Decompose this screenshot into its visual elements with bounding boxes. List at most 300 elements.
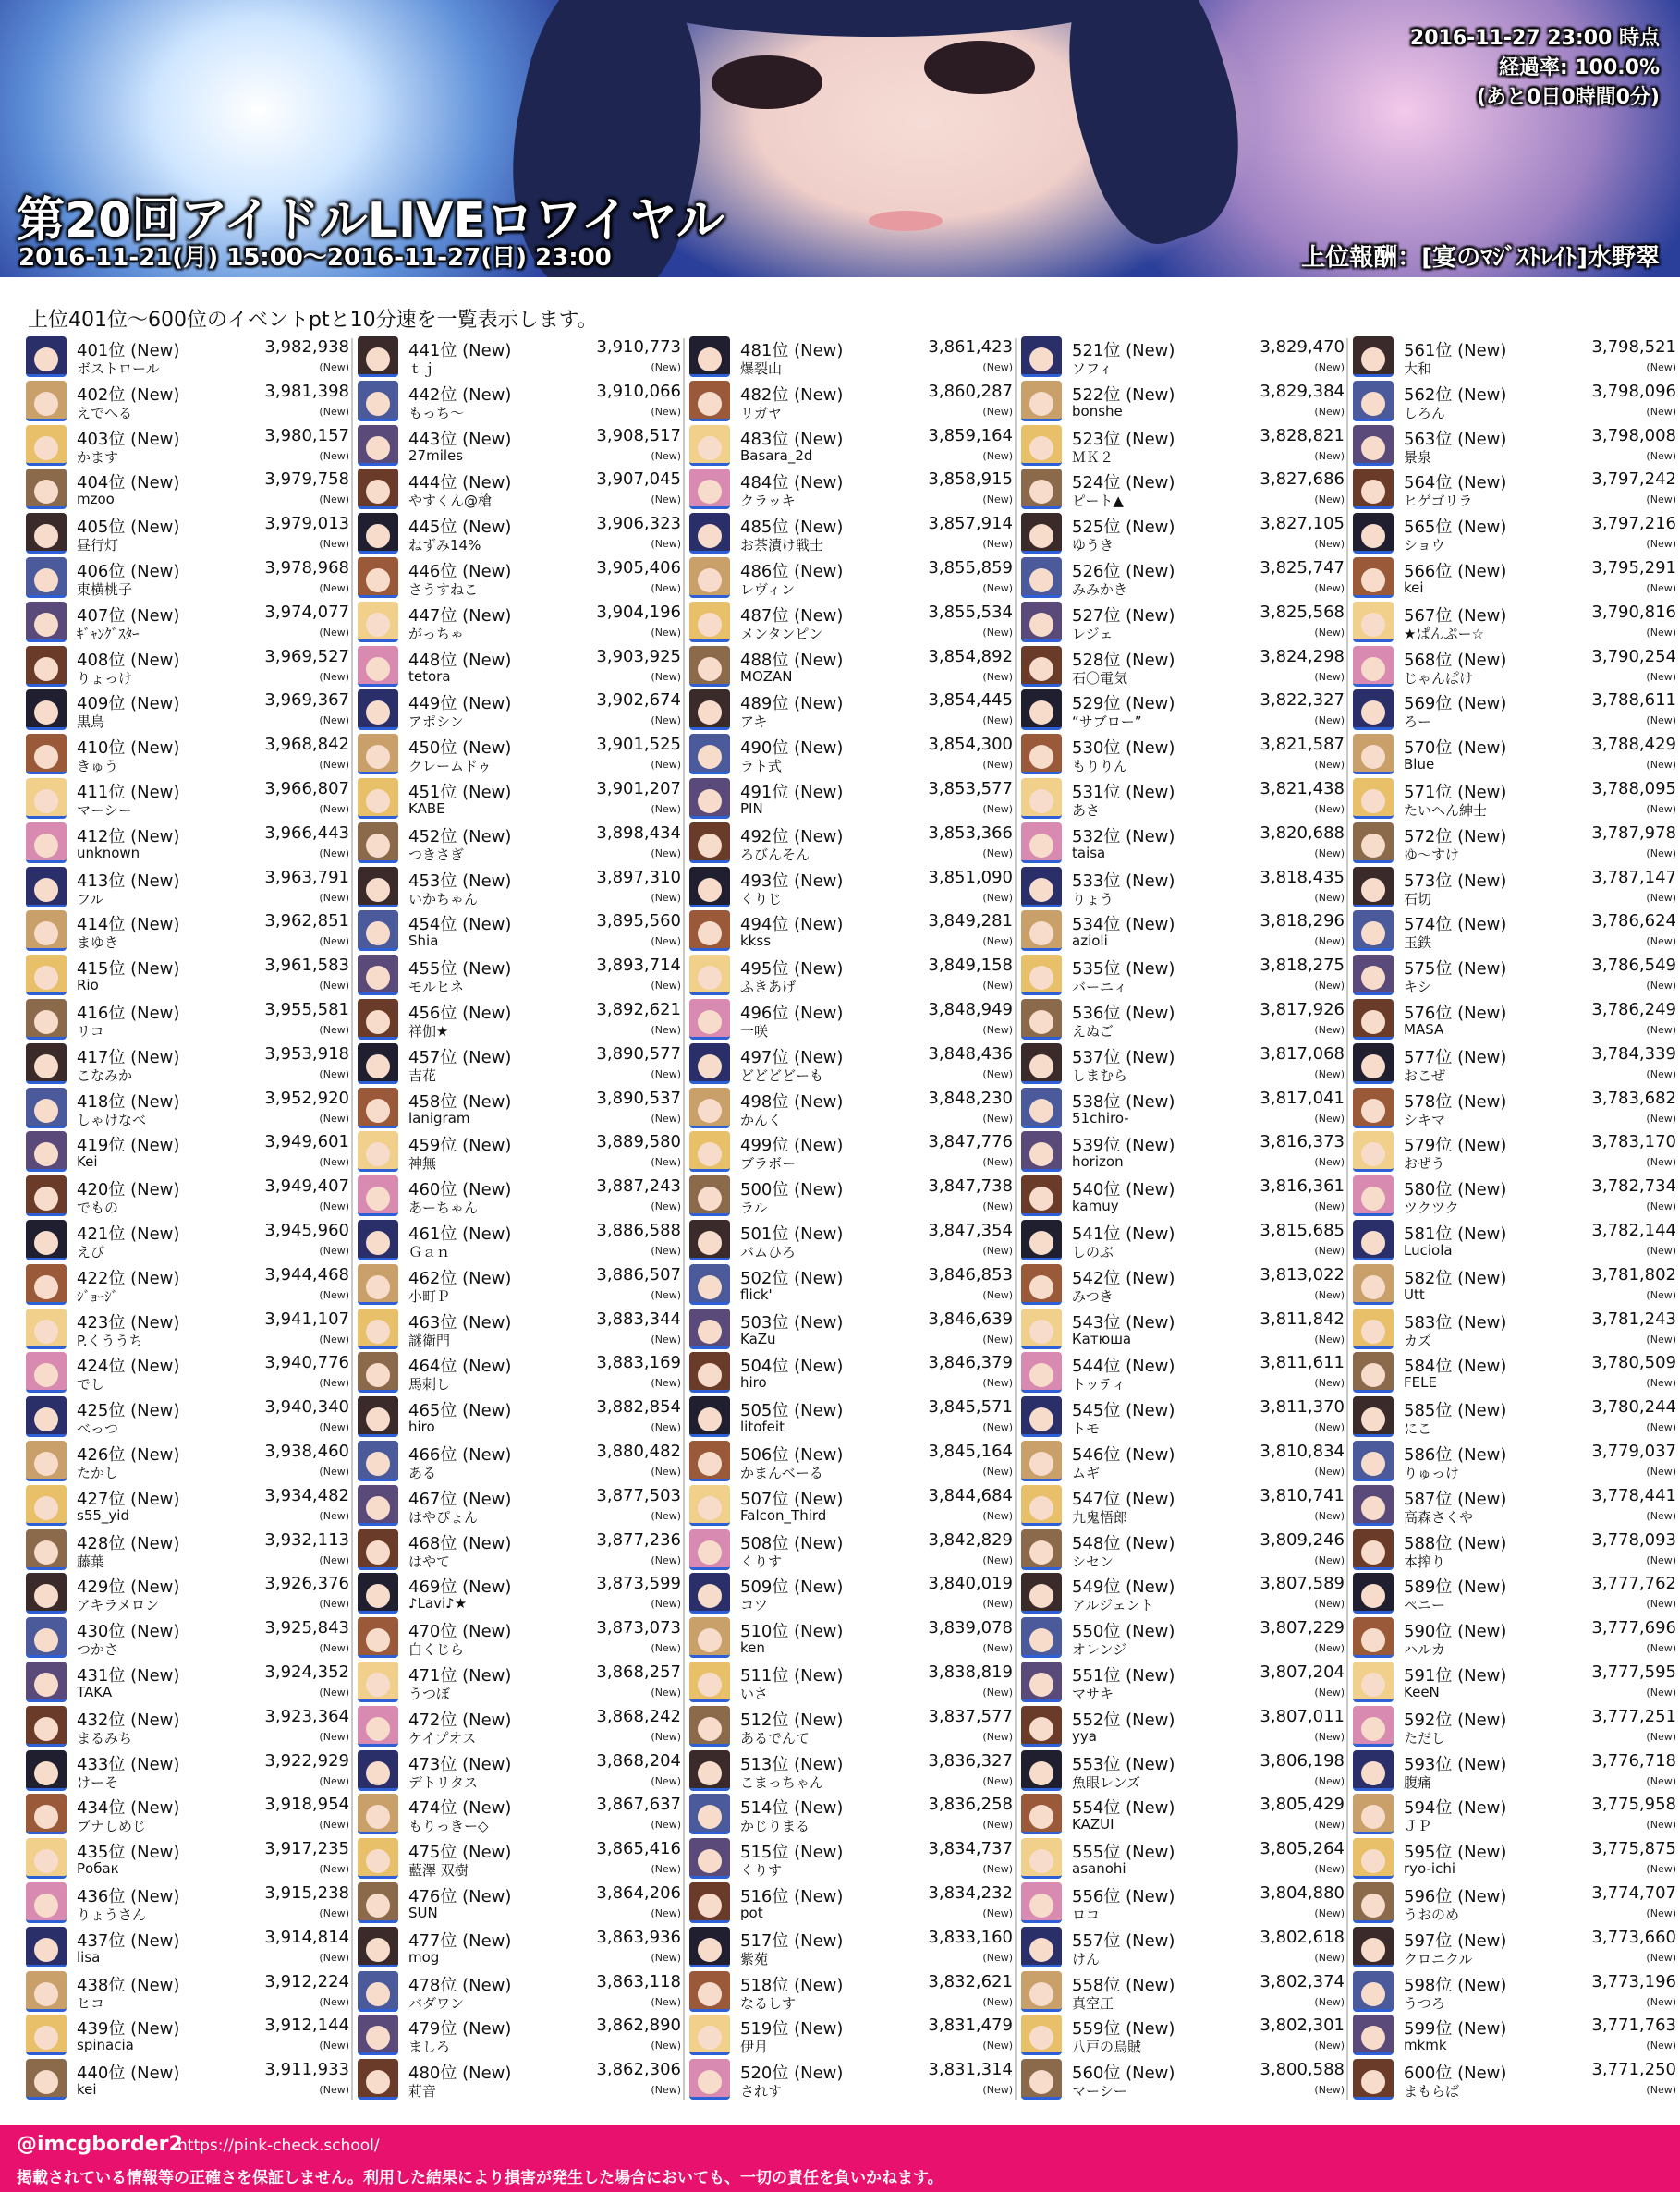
avatar-face bbox=[1029, 1584, 1053, 1608]
player-name: ブナしめじ bbox=[77, 1818, 147, 1835]
rank-label: 496位 (New) bbox=[740, 1004, 844, 1023]
ranking-row bbox=[358, 1262, 681, 1307]
ranking-row bbox=[689, 2013, 1013, 2057]
avatar-face bbox=[1029, 613, 1053, 637]
event-points: 3,969,527 bbox=[264, 646, 349, 666]
idol-avatar-icon bbox=[1021, 1927, 1062, 1967]
ranking-row bbox=[26, 1836, 349, 1881]
ten-minute-speed: (New) bbox=[1646, 2084, 1676, 2097]
avatar-face bbox=[698, 1452, 722, 1476]
ranking-row bbox=[26, 1615, 349, 1660]
event-points: 3,953,918 bbox=[264, 1043, 349, 1064]
idol-avatar-icon bbox=[689, 999, 730, 1040]
event-points: 3,798,521 bbox=[1591, 337, 1676, 357]
rank-label: 449位 (New) bbox=[408, 694, 512, 714]
player-name: 謎衛門 bbox=[408, 1332, 451, 1349]
ranking-row bbox=[26, 1174, 349, 1218]
rank-label: 455位 (New) bbox=[408, 959, 512, 980]
ranking-row bbox=[689, 467, 1013, 511]
ten-minute-speed: (New) bbox=[319, 1863, 349, 1876]
event-points: 3,969,367 bbox=[264, 690, 349, 711]
avatar-face bbox=[34, 657, 58, 681]
idol-avatar-icon bbox=[1353, 646, 1394, 687]
idol-avatar-icon bbox=[1021, 1352, 1062, 1393]
player-name: ろー bbox=[1404, 713, 1432, 731]
rank-label: 498位 (New) bbox=[740, 1091, 844, 1112]
avatar-face bbox=[34, 568, 58, 592]
player-name: MASA bbox=[1404, 1021, 1444, 1038]
player-name: バーニィ bbox=[1072, 979, 1128, 996]
ranking-row bbox=[358, 1836, 681, 1881]
avatar-face bbox=[1029, 2070, 1053, 2094]
avatar-face bbox=[366, 657, 390, 681]
rank-label: 509位 (New) bbox=[740, 1577, 844, 1598]
rank-label: 486位 (New) bbox=[740, 562, 844, 581]
rank-label: 452位 (New) bbox=[408, 826, 512, 846]
rank-label: 589位 (New) bbox=[1404, 1577, 1507, 1598]
ten-minute-speed: (New) bbox=[319, 714, 349, 727]
idol-avatar-icon bbox=[1353, 513, 1394, 554]
rank-label: 568位 (New) bbox=[1404, 650, 1507, 670]
ten-minute-speed: (New) bbox=[1314, 1819, 1345, 1832]
ranking-row bbox=[26, 1483, 349, 1528]
ten-minute-speed: (New) bbox=[1646, 1819, 1676, 1832]
ranking-row bbox=[358, 1439, 681, 1483]
event-points: 3,865,416 bbox=[596, 1839, 681, 1859]
ten-minute-speed: (New) bbox=[1314, 2084, 1345, 2097]
rank-label: 573位 (New) bbox=[1404, 871, 1507, 891]
rank-label: 583位 (New) bbox=[1404, 1312, 1507, 1333]
rank-label: 440位 (New) bbox=[77, 2064, 180, 2084]
event-points: 3,802,301 bbox=[1260, 2015, 1345, 2036]
event-points: 3,912,224 bbox=[264, 1971, 349, 1991]
banner-eye-right bbox=[924, 41, 1035, 94]
player-name: ＪＰ bbox=[1404, 1818, 1432, 1835]
event-points: 3,837,577 bbox=[928, 1706, 1013, 1726]
event-points: 3,831,314 bbox=[928, 2060, 1013, 2080]
ten-minute-speed: (New) bbox=[319, 1333, 349, 1346]
ten-minute-speed: (New) bbox=[651, 1553, 681, 1566]
player-name: じゃんぱけ bbox=[1404, 669, 1474, 687]
page-title: 第20回アイドルLIVEロワイヤル bbox=[17, 193, 724, 249]
player-name: 高森さくや bbox=[1404, 1508, 1474, 1526]
rank-label: 446位 (New) bbox=[408, 562, 512, 581]
idol-avatar-icon bbox=[26, 1882, 67, 1923]
idol-avatar-icon bbox=[1021, 1971, 1062, 2012]
idol-avatar-icon bbox=[1021, 778, 1062, 819]
idol-avatar-icon bbox=[1021, 955, 1062, 995]
ten-minute-speed: (New) bbox=[982, 846, 1013, 859]
player-name: ましろ bbox=[408, 2039, 451, 2056]
player-name: えぬご bbox=[1072, 1023, 1114, 1040]
avatar-face bbox=[1029, 1540, 1053, 1565]
rank-label: 481位 (New) bbox=[740, 341, 844, 360]
rank-label: 470位 (New) bbox=[408, 1622, 512, 1642]
avatar-face bbox=[698, 1142, 722, 1166]
rank-label: 443位 (New) bbox=[408, 429, 512, 449]
avatar-face bbox=[34, 1628, 58, 1652]
avatar-face bbox=[698, 1717, 722, 1741]
avatar-face bbox=[698, 1187, 722, 1211]
rank-label: 551位 (New) bbox=[1072, 1666, 1175, 1686]
ranking-row bbox=[358, 1615, 681, 1660]
rank-label: 595位 (New) bbox=[1404, 1843, 1507, 1863]
rank-label: 544位 (New) bbox=[1072, 1357, 1175, 1377]
idol-avatar-icon bbox=[1021, 425, 1062, 466]
ranking-row bbox=[689, 335, 1013, 379]
ten-minute-speed: (New) bbox=[982, 1819, 1013, 1832]
ranking-row bbox=[689, 1925, 1013, 1969]
player-name: ムギ bbox=[1072, 1465, 1101, 1481]
avatar-face bbox=[1029, 1628, 1053, 1652]
idol-avatar-icon bbox=[689, 557, 730, 598]
player-name: 小町Ｐ bbox=[408, 1287, 451, 1305]
event-points: 3,817,068 bbox=[1260, 1043, 1345, 1064]
player-name: しろん bbox=[1404, 404, 1446, 421]
event-points: 3,854,892 bbox=[928, 646, 1013, 666]
idol-avatar-icon bbox=[26, 1750, 67, 1791]
avatar-face bbox=[34, 878, 58, 902]
avatar-face bbox=[366, 1099, 390, 1123]
player-name: 真空圧 bbox=[1072, 1994, 1114, 2012]
rank-label: 425位 (New) bbox=[77, 1401, 180, 1421]
rank-label: 433位 (New) bbox=[77, 1754, 180, 1774]
rank-label: 419位 (New) bbox=[77, 1136, 180, 1156]
rank-label: 406位 (New) bbox=[77, 562, 180, 581]
player-name: P.くううち bbox=[77, 1332, 143, 1349]
player-name: horizon bbox=[1072, 1153, 1124, 1171]
ten-minute-speed: (New) bbox=[1314, 1333, 1345, 1346]
idol-avatar-icon bbox=[1353, 1617, 1394, 1658]
player-name: オレンジ bbox=[1072, 1641, 1127, 1659]
rank-label: 423位 (New) bbox=[77, 1312, 180, 1333]
ranking-row bbox=[1353, 1041, 1676, 1086]
ten-minute-speed: (New) bbox=[982, 935, 1013, 948]
avatar-face bbox=[1029, 1275, 1053, 1299]
rank-label: 591位 (New) bbox=[1404, 1666, 1507, 1686]
ranking-column bbox=[689, 335, 1013, 2109]
rank-label: 508位 (New) bbox=[740, 1533, 844, 1553]
rank-label: 524位 (New) bbox=[1072, 473, 1175, 493]
idol-avatar-icon bbox=[689, 1131, 730, 1172]
rank-label: 468位 (New) bbox=[408, 1533, 512, 1553]
player-name: たいへん紳士 bbox=[1404, 802, 1488, 819]
idol-avatar-icon bbox=[358, 1352, 398, 1393]
ranking-row bbox=[689, 1615, 1013, 1660]
event-points: 3,864,206 bbox=[596, 1883, 681, 1903]
event-points: 3,804,880 bbox=[1260, 1883, 1345, 1903]
event-points: 3,842,829 bbox=[928, 1529, 1013, 1550]
ten-minute-speed: (New) bbox=[319, 361, 349, 373]
idol-avatar-icon bbox=[358, 1264, 398, 1305]
idol-avatar-icon bbox=[1021, 1175, 1062, 1216]
event-points: 3,825,747 bbox=[1260, 558, 1345, 578]
player-name: あるでんて bbox=[740, 1729, 810, 1747]
ranking-row bbox=[689, 732, 1013, 776]
idol-avatar-icon bbox=[26, 1309, 67, 1349]
avatar-face bbox=[1029, 1761, 1053, 1785]
rank-label: 434位 (New) bbox=[77, 1798, 180, 1819]
idol-avatar-icon bbox=[26, 1529, 67, 1570]
ten-minute-speed: (New) bbox=[651, 1951, 681, 1964]
player-name: 白くじら bbox=[408, 1641, 465, 1659]
event-points: 3,784,339 bbox=[1591, 1043, 1676, 1064]
avatar-face bbox=[34, 1496, 58, 1520]
ranking-row bbox=[1353, 1394, 1676, 1439]
banner-mouth bbox=[869, 211, 943, 231]
player-name: もっち～ bbox=[408, 404, 465, 421]
ranking-row bbox=[689, 953, 1013, 997]
ten-minute-speed: (New) bbox=[1646, 759, 1676, 772]
ten-minute-speed: (New) bbox=[319, 1466, 349, 1478]
idol-avatar-icon bbox=[689, 1927, 730, 1967]
player-name: かまんベーる bbox=[740, 1465, 823, 1481]
avatar-face bbox=[1361, 436, 1385, 460]
ranking-row bbox=[358, 1307, 681, 1351]
rank-label: 565位 (New) bbox=[1404, 518, 1507, 538]
ten-minute-speed: (New) bbox=[1646, 493, 1676, 506]
avatar-face bbox=[698, 834, 722, 858]
ranking-row bbox=[1021, 423, 1345, 468]
ten-minute-speed: (New) bbox=[1314, 1288, 1345, 1301]
event-points: 3,897,310 bbox=[596, 867, 681, 887]
player-name: クラッキ bbox=[740, 493, 796, 510]
player-name: はやて bbox=[408, 1553, 451, 1570]
player-name: おこぜ bbox=[1404, 1066, 1446, 1084]
ranking-row bbox=[1353, 953, 1676, 997]
progress-rate: 経過率: 100.0% bbox=[1498, 56, 1660, 79]
avatar-face bbox=[1029, 966, 1053, 990]
twitter-handle-link[interactable]: @imcgborder2 bbox=[17, 2133, 183, 2156]
avatar-face bbox=[34, 2070, 58, 2094]
player-name: ハルカ bbox=[1404, 1641, 1446, 1659]
event-points: 3,817,041 bbox=[1260, 1088, 1345, 1108]
ranking-row bbox=[358, 555, 681, 600]
player-name: 本搾り bbox=[1404, 1553, 1446, 1570]
idol-avatar-icon bbox=[358, 1485, 398, 1526]
ranking-row bbox=[26, 1041, 349, 1086]
timestamp: 2016-11-27 23:00 時点 bbox=[1409, 27, 1660, 50]
ranking-row bbox=[1353, 1307, 1676, 1351]
idol-avatar-icon bbox=[1021, 2015, 1062, 2055]
avatar-face bbox=[366, 568, 390, 592]
avatar-face bbox=[1361, 1142, 1385, 1166]
event-points: 3,797,216 bbox=[1591, 514, 1676, 534]
player-name: 莉音 bbox=[408, 2083, 437, 2101]
avatar-face bbox=[698, 1099, 722, 1123]
player-name: されす bbox=[740, 2083, 783, 2101]
event-points: 3,855,534 bbox=[928, 602, 1013, 622]
idol-avatar-icon bbox=[358, 1882, 398, 1923]
ten-minute-speed: (New) bbox=[982, 1112, 1013, 1125]
avatar-face bbox=[1361, 1628, 1385, 1652]
idol-avatar-icon bbox=[689, 910, 730, 951]
rank-label: 463位 (New) bbox=[408, 1312, 512, 1333]
event-points: 3,855,859 bbox=[928, 558, 1013, 578]
avatar-face bbox=[698, 1275, 722, 1299]
idol-avatar-icon bbox=[689, 2059, 730, 2100]
player-name: りゅっけ bbox=[1404, 1465, 1460, 1481]
rank-label: 471位 (New) bbox=[408, 1666, 512, 1686]
player-name: がっちゃ bbox=[408, 625, 465, 642]
event-points: 3,797,242 bbox=[1591, 469, 1676, 490]
player-name: こなみか bbox=[77, 1066, 133, 1084]
idol-avatar-icon bbox=[1353, 469, 1394, 509]
player-name: ショウ bbox=[1404, 537, 1445, 554]
ranking-row bbox=[26, 1528, 349, 1572]
avatar-face bbox=[1361, 1407, 1385, 1431]
ten-minute-speed: (New) bbox=[1314, 1067, 1345, 1080]
ranking-row bbox=[1353, 1439, 1676, 1483]
idol-avatar-icon bbox=[689, 955, 730, 995]
site-url-link[interactable]: https://pink-check.school/ bbox=[177, 2137, 380, 2155]
column-divider bbox=[683, 338, 685, 2100]
idol-avatar-icon bbox=[26, 2059, 67, 2100]
rank-label: 559位 (New) bbox=[1072, 2019, 1175, 2040]
player-name: KeeN bbox=[1404, 1684, 1440, 1700]
idol-avatar-icon bbox=[689, 1971, 730, 2012]
ten-minute-speed: (New) bbox=[319, 935, 349, 948]
avatar-face bbox=[366, 1187, 390, 1211]
player-name: Luciola bbox=[1404, 1242, 1453, 1259]
event-points: 3,822,327 bbox=[1260, 690, 1345, 711]
rank-label: 421位 (New) bbox=[77, 1224, 180, 1244]
avatar-face bbox=[1029, 524, 1053, 548]
rank-label: 575位 (New) bbox=[1404, 959, 1507, 980]
ranking-row bbox=[358, 511, 681, 555]
rank-label: 475位 (New) bbox=[408, 1843, 512, 1863]
idol-avatar-icon bbox=[1021, 1662, 1062, 1702]
player-name: azioli bbox=[1072, 932, 1108, 950]
avatar-face bbox=[698, 1584, 722, 1608]
rank-label: 413位 (New) bbox=[77, 871, 180, 891]
ranking-row bbox=[1021, 2013, 1345, 2057]
ranking-row bbox=[26, 335, 349, 379]
avatar-face bbox=[1361, 613, 1385, 637]
idol-avatar-icon bbox=[689, 513, 730, 554]
ranking-row bbox=[358, 1748, 681, 1793]
avatar-face bbox=[34, 1761, 58, 1785]
ten-minute-speed: (New) bbox=[982, 1156, 1013, 1169]
rank-label: 432位 (New) bbox=[77, 1710, 180, 1730]
idol-avatar-icon bbox=[1353, 1927, 1394, 1967]
avatar-face bbox=[366, 1452, 390, 1476]
rank-label: 513位 (New) bbox=[740, 1754, 844, 1774]
player-name: ケイプオス bbox=[408, 1729, 477, 1747]
player-name: りょう bbox=[1072, 890, 1114, 907]
ten-minute-speed: (New) bbox=[651, 1466, 681, 1478]
ten-minute-speed: (New) bbox=[651, 405, 681, 418]
rank-label: 520位 (New) bbox=[740, 2064, 844, 2084]
event-points: 3,902,674 bbox=[596, 690, 681, 711]
rank-label: 599位 (New) bbox=[1404, 2019, 1507, 2040]
player-name: アキ bbox=[740, 713, 768, 731]
ranking-row bbox=[689, 1307, 1013, 1351]
avatar-face bbox=[698, 1761, 722, 1785]
player-name: KABE bbox=[408, 800, 445, 817]
event-points: 3,915,238 bbox=[264, 1883, 349, 1903]
player-name: 腹痛 bbox=[1404, 1773, 1432, 1791]
player-name: おぜう bbox=[1404, 1155, 1445, 1173]
rank-label: 534位 (New) bbox=[1072, 915, 1175, 935]
idol-avatar-icon bbox=[358, 1617, 398, 1658]
avatar-face bbox=[34, 1849, 58, 1873]
idol-avatar-icon bbox=[358, 1529, 398, 1570]
ten-minute-speed: (New) bbox=[1646, 980, 1676, 992]
ranking-row bbox=[26, 644, 349, 688]
ten-minute-speed: (New) bbox=[982, 538, 1013, 551]
player-name: kkss bbox=[740, 932, 772, 950]
idol-avatar-icon bbox=[26, 513, 67, 554]
ranking-row bbox=[1021, 1615, 1345, 1660]
event-points: 3,868,257 bbox=[596, 1662, 681, 1682]
player-name: りょうさん bbox=[77, 1906, 147, 1923]
player-name: いさ bbox=[740, 1686, 769, 1702]
avatar-face bbox=[1361, 921, 1385, 945]
ten-minute-speed: (New) bbox=[982, 1687, 1013, 1699]
idol-avatar-icon bbox=[1353, 1175, 1394, 1216]
ranking-row bbox=[26, 1350, 349, 1394]
rank-label: 588位 (New) bbox=[1404, 1533, 1507, 1553]
ranking-row bbox=[1021, 1262, 1345, 1307]
avatar-face bbox=[366, 1320, 390, 1344]
idol-avatar-icon bbox=[1021, 557, 1062, 598]
idol-avatar-icon bbox=[1021, 1043, 1062, 1084]
event-points: 3,853,366 bbox=[928, 822, 1013, 843]
player-name: 石切 bbox=[1404, 890, 1432, 907]
avatar-face bbox=[1029, 745, 1053, 769]
ten-minute-speed: (New) bbox=[651, 759, 681, 772]
event-points: 3,853,577 bbox=[928, 779, 1013, 798]
avatar-face bbox=[698, 436, 722, 460]
ranking-row bbox=[1353, 1174, 1676, 1218]
idol-avatar-icon bbox=[689, 2015, 730, 2055]
idol-avatar-icon bbox=[1353, 910, 1394, 951]
event-points: 3,883,169 bbox=[596, 1353, 681, 1373]
avatar-face bbox=[34, 1982, 58, 2006]
rank-label: 411位 (New) bbox=[77, 783, 180, 802]
ten-minute-speed: (New) bbox=[982, 1245, 1013, 1257]
avatar-face bbox=[1361, 1761, 1385, 1785]
idol-avatar-icon bbox=[1021, 513, 1062, 554]
ten-minute-speed: (New) bbox=[982, 1995, 1013, 2008]
avatar-face bbox=[1361, 657, 1385, 681]
player-name: べっつ bbox=[77, 1420, 119, 1438]
ranking-row bbox=[26, 555, 349, 600]
idol-avatar-icon bbox=[1353, 1485, 1394, 1526]
avatar-face bbox=[1361, 1099, 1385, 1123]
rank-label: 556位 (New) bbox=[1072, 1887, 1175, 1906]
event-points: 3,945,960 bbox=[264, 1221, 349, 1240]
ten-minute-speed: (New) bbox=[1646, 1951, 1676, 1964]
player-name: kei bbox=[1404, 579, 1424, 596]
avatar-face bbox=[366, 1407, 390, 1431]
ranking-row bbox=[1021, 732, 1345, 776]
rank-label: 547位 (New) bbox=[1072, 1489, 1175, 1509]
ranking-row bbox=[26, 423, 349, 468]
avatar-face bbox=[1361, 1054, 1385, 1078]
event-points: 3,847,738 bbox=[928, 1176, 1013, 1197]
avatar-face bbox=[366, 1894, 390, 1918]
rank-label: 567位 (New) bbox=[1404, 605, 1507, 626]
event-points: 3,825,568 bbox=[1260, 602, 1345, 622]
event-points: 3,890,537 bbox=[596, 1088, 681, 1108]
idol-avatar-icon bbox=[689, 778, 730, 819]
player-name: メンタンピン bbox=[740, 625, 823, 642]
ranking-row bbox=[1353, 511, 1676, 555]
rank-label: 469位 (New) bbox=[408, 1577, 512, 1598]
idol-avatar-icon bbox=[358, 1131, 398, 1172]
